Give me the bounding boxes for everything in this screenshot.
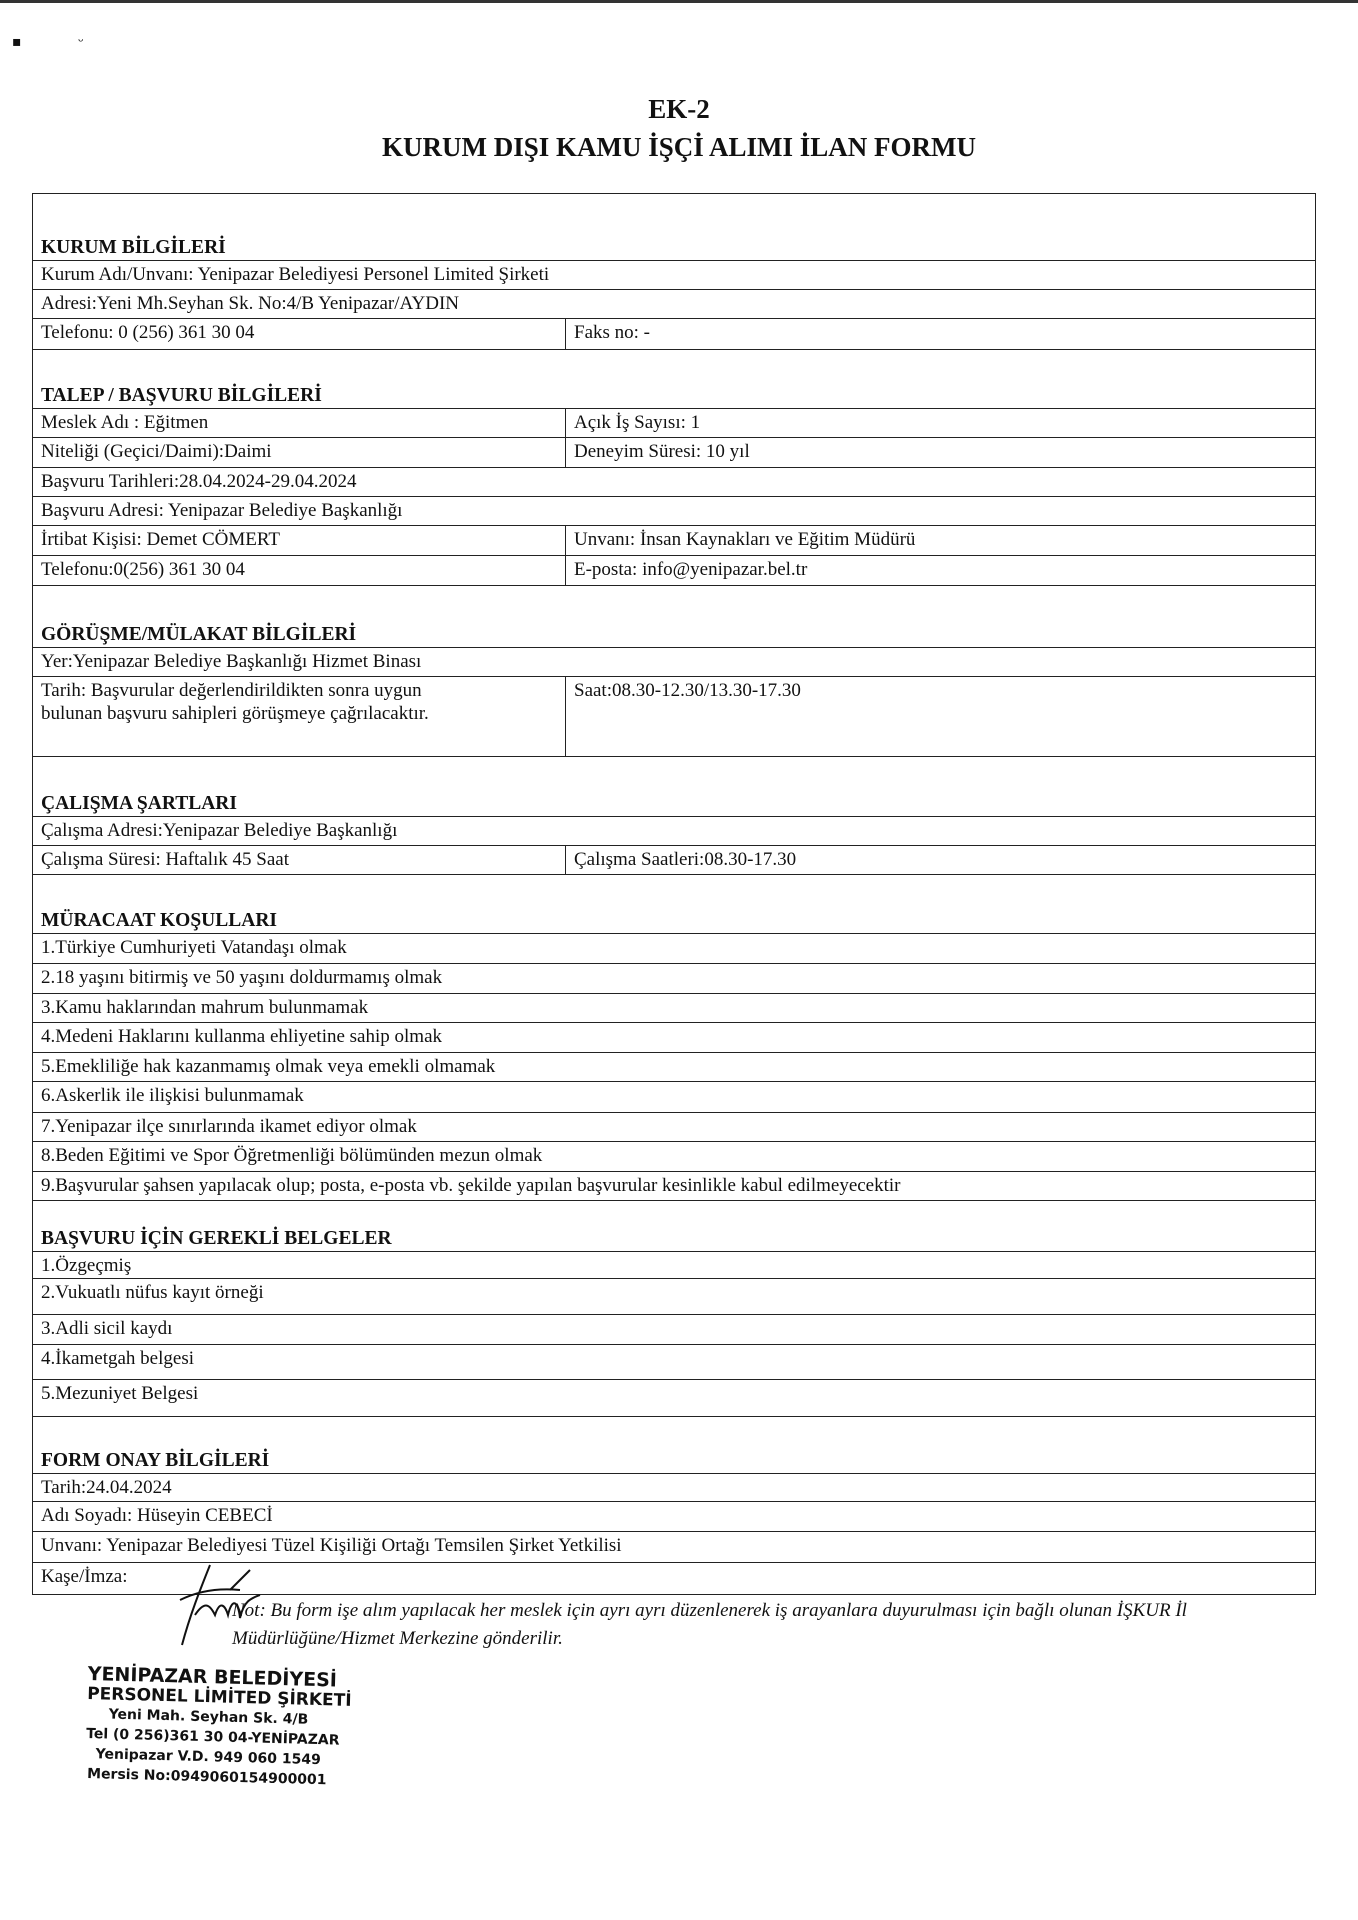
calisma-sure: Çalışma Süresi: Haftalık 45 Saat <box>33 846 566 874</box>
kosul-item: 9.Başvurular şahsen yapılacak olup; posta, e-posta vb. şekilde yapılan başvurular kesinlikle kabul edilmeyecektir <box>41 1175 901 1196</box>
section-heading: BAŞVURU İÇİN GEREKLİ BELGELER <box>41 1228 392 1249</box>
stamp-line: Yeni Mah. Seyhan Sk. 4/B <box>108 1706 309 1728</box>
section-heading: TALEP / BAŞVURU BİLGİLERİ <box>41 385 322 406</box>
kosul-item: 4.Medeni Haklarını kullanma ehliyetine sahip olmak <box>41 1026 443 1047</box>
gorusme-tarih: Tarih: Başvurular değerlendirildikten sonra uygun bulunan başvuru sahipleri görüşmeye çağrılacaktır. <box>33 677 566 756</box>
scan-artifact: ᵕ <box>78 34 84 50</box>
stamp-line: PERSONEL LİMİTED ŞİRKETİ <box>86 1683 352 1711</box>
kosul-item: 2.18 yaşını bitirmiş ve 50 yaşını doldurmamış olmak <box>41 967 443 988</box>
kosul-item: 8.Beden Eğitimi ve Spor Öğretmenliği bölümünden mezun olmak <box>41 1145 543 1166</box>
form-title: KURUM DIŞI KAMU İŞÇİ ALIMI İLAN FORMU <box>381 132 977 162</box>
section-heading: KURUM BİLGİLERİ <box>41 237 226 258</box>
calisma-adres: Çalışma Adresi:Yenipazar Belediye Başkanlığı <box>41 820 398 841</box>
stamp-line: Tel (0 256)361 30 04-YENİPAZAR <box>85 1725 340 1749</box>
irtibat-unvan: Unvanı: İnsan Kaynakları ve Eğitim Müdürü <box>574 529 916 550</box>
kosul-item: 6.Askerlik ile ilişkisi bulunmamak <box>41 1085 304 1106</box>
stamp-line: Mersis No:0949060154900001 <box>86 1766 327 1789</box>
deneyim: Deneyim Süresi: 10 yıl <box>574 441 750 462</box>
kosul-item: 7.Yenipazar ilçe sınırlarında ikamet ediyor olmak <box>41 1116 417 1137</box>
section-heading: GÖRÜŞME/MÜLAKAT BİLGİLERİ <box>41 624 357 645</box>
stamp-line: YENİPAZAR BELEDİYESİ <box>87 1663 338 1692</box>
section-heading: FORM ONAY BİLGİLERİ <box>41 1450 270 1471</box>
irtibat-telefon: Telefonu:0(256) 361 30 04 <box>33 556 566 585</box>
section-heading: MÜRACAAT KOŞULLARI <box>41 910 278 931</box>
onay-unvan: Unvanı: Yenipazar Belediyesi Tüzel Kişiliği Ortağı Temsilen Şirket Yetkilisi <box>41 1535 622 1556</box>
onay-ad: Adı Soyadı: Hüseyin CEBECİ <box>41 1505 273 1526</box>
stamp-line: Yenipazar V.D. 949 060 1549 <box>95 1746 322 1769</box>
kurum-ad: Kurum Adı/Unvanı: Yenipazar Belediyesi Personel Limited Şirketi <box>41 264 550 285</box>
kurum-telefon: Telefonu: 0 (256) 361 30 04 <box>33 319 566 349</box>
kurum-faks: Faks no: - <box>574 322 650 343</box>
kurum-adres: Adresi:Yeni Mh.Seyhan Sk. No:4/B Yenipazar/AYDIN <box>41 293 460 314</box>
basvuru-tarihleri: Başvuru Tarihleri:28.04.2024-29.04.2024 <box>41 471 357 492</box>
kosul-item: 1.Türkiye Cumhuriyeti Vatandaşı olmak <box>41 937 347 958</box>
kosul-item: 5.Emekliliğe hak kazanmamış olmak veya emekli olmamak <box>41 1056 496 1077</box>
scan-artifact: ▪ <box>12 34 22 50</box>
scan-top-border <box>0 0 1358 3</box>
belge-item: 1.Özgeçmiş <box>41 1255 132 1276</box>
nitelik: Niteliği (Geçici/Daimi):Daimi <box>33 438 566 467</box>
calisma-saatleri: Çalışma Saatleri:08.30-17.30 <box>574 849 797 870</box>
basvuru-adresi: Başvuru Adresi: Yenipazar Belediye Başkanlığı <box>41 500 403 521</box>
meslek: Meslek Adı : Eğitmen <box>33 409 566 437</box>
belge-item: 3.Adli sicil kaydı <box>41 1318 173 1339</box>
gorusme-yer: Yer:Yenipazar Belediye Başkanlığı Hizmet Binası <box>41 651 422 672</box>
belge-item: 2.Vukuatlı nüfus kayıt örneği <box>41 1282 264 1303</box>
gorusme-saat: Saat:08.30-12.30/13.30-17.30 <box>574 680 801 701</box>
belge-item: 5.Mezuniyet Belgesi <box>41 1383 199 1404</box>
acik-is: Açık İş Sayısı: 1 <box>574 412 701 433</box>
footnote: Not: Bu form işe alım yapılacak her meslek için ayrı ayrı düzenlenerek iş arayanlara duyurulması için bağlı olunan İŞKUR İl Müdürlüğüne/Hizmet Merkezine gönderilir. <box>232 1600 1187 1649</box>
form-code: EK-2 <box>648 94 710 124</box>
company-stamp <box>85 1664 353 1791</box>
form-table <box>32 193 1316 1595</box>
onay-tarih: Tarih:24.04.2024 <box>41 1477 172 1498</box>
irtibat-kisisi: İrtibat Kişisi: Demet CÖMERT <box>33 526 566 555</box>
kosul-item: 3.Kamu haklarından mahrum bulunmamak <box>41 997 369 1018</box>
section-heading: ÇALIŞMA ŞARTLARI <box>41 793 237 814</box>
irtibat-eposta: E-posta: info@yenipazar.bel.tr <box>574 559 808 580</box>
onay-imza: Kaşe/İmza: <box>41 1566 128 1587</box>
belge-item: 4.İkametgah belgesi <box>41 1348 195 1369</box>
